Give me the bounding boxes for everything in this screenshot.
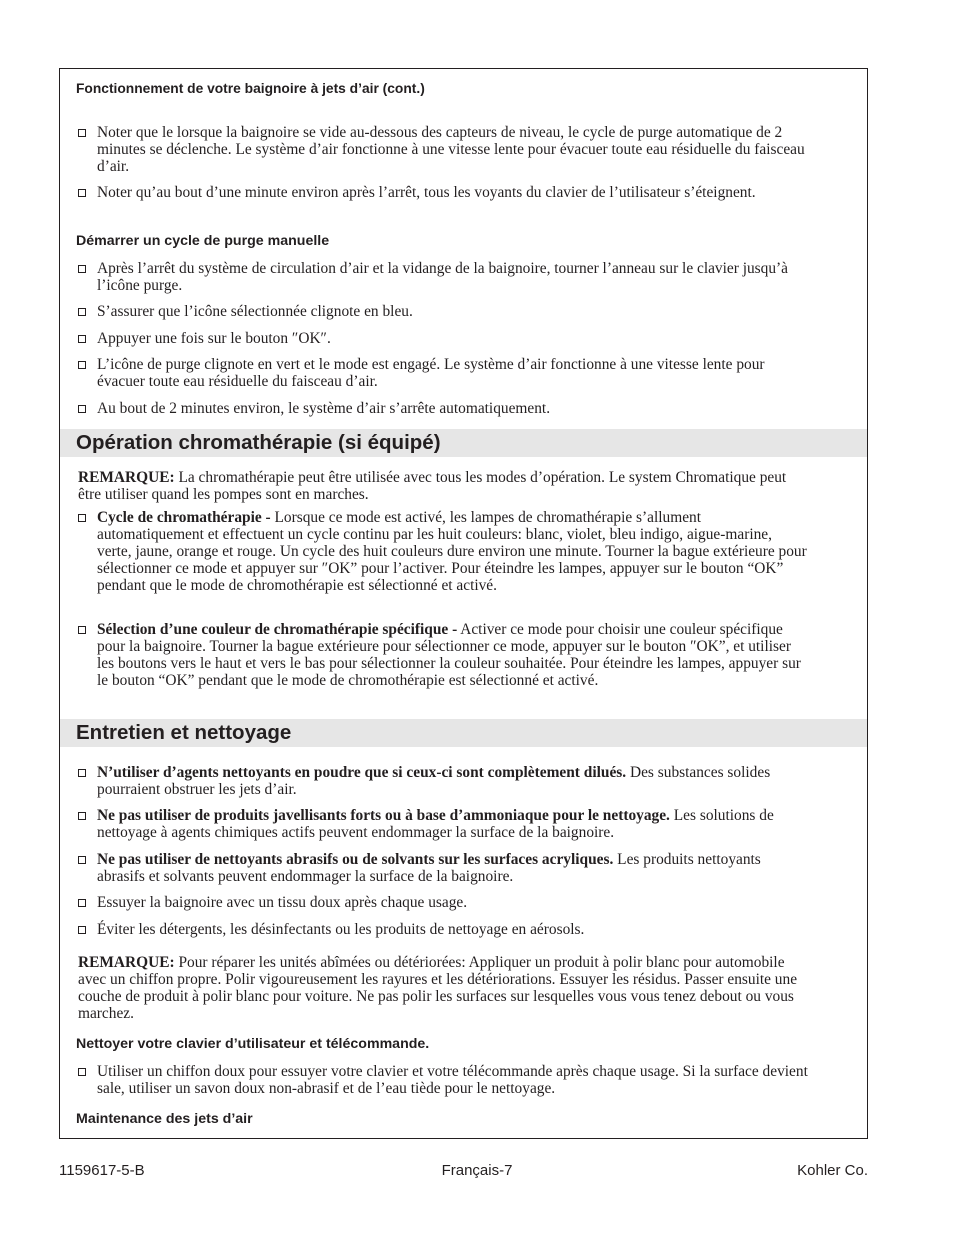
footer-company: Kohler Co. xyxy=(797,1162,868,1179)
square-bullet-icon xyxy=(78,1068,86,1076)
section-title: Entretien et nettoyage xyxy=(76,721,292,744)
list-item: Éviter les détergents, les désinfectants ou les produits de nettoyage en aérosols. xyxy=(78,921,808,938)
list-item: Appuyer une fois sur le bouton ″OK″. xyxy=(78,330,808,347)
list-item: Noter que le lorsque la baignoire se vide au-dessous des capteurs de niveau, le cycle de purge automatique de 2 minutes se déclenche. Le système d’air fonctionne à une vitesse lente pour évacuer toute eau résiduelle du faisceau d’air. xyxy=(78,124,808,175)
list-item: Sélection d’une couleur de chromathérapie spécifique - Activer ce mode pour choisir une couleur spécifique pour la baignoire. Tourner la bague extérieure pour sélectionner ce mode, appuyer sur le bouton ″OK”, et utiliser les boutons vers le haut et vers le bas pour sélectionner la couleur souhaitée. Pour éteindre les lampes, appuyer sur le bouton “OK” pendant que le mode de chromothérapie est sélectionné et activé. xyxy=(78,621,808,689)
list-item: Ne pas utiliser de nettoyants abrasifs ou de solvants sur les surfaces acryliques. Les produits nettoyants abrasifs et solvants peuvent endommager la surface de la baignoire. xyxy=(78,851,808,885)
list-item: Ne pas utiliser de produits javellisants forts ou à base d’ammoniaque pour le nettoyage. Les solutions de nettoyage à agents chimiques actifs peuvent endommager la surface de la baignoire. xyxy=(78,807,808,841)
section-title: Opération chromathérapie (si équipé) xyxy=(76,431,441,454)
list-item: Au bout de 2 minutes environ, le système d’air s’arrête automatiquement. xyxy=(78,400,808,417)
list-item: N’utiliser d’agents nettoyants en poudre que si ceux-ci sont complètement dilués. Des substances solides pourraient obstruer les jets d’air. xyxy=(78,764,808,798)
section-band-chromatherapy xyxy=(60,429,867,457)
list-item: L’icône de purge clignote en vert et le mode est engagé. Le système d’air fonctionne à une vitesse lente pour évacuer toute eau résiduelle du faisceau d’air. xyxy=(78,356,808,390)
section-heading-operation-cont: Fonctionnement de votre baignoire à jets d’air (cont.) xyxy=(76,81,425,96)
square-bullet-icon xyxy=(78,265,86,273)
note-label: REMARQUE: xyxy=(78,469,175,486)
content-frame xyxy=(59,68,868,1139)
footer-doc-number: 1159617-5-B xyxy=(59,1162,145,1179)
section-heading-jet-maintenance: Maintenance des jets d’air xyxy=(76,1111,253,1127)
square-bullet-icon xyxy=(78,769,86,777)
list-item: Après l’arrêt du système de circulation d’air et la vidange de la baignoire, tourner l’anneau sur le clavier jusqu’à l’icône purge. xyxy=(78,260,808,294)
section-heading-keypad-cleaning: Nettoyer votre clavier d’utilisateur et télécommande. xyxy=(76,1036,430,1052)
list-item: S’assurer que l’icône sélectionnée clignote en bleu. xyxy=(78,303,808,320)
section-band-maintenance xyxy=(60,719,867,747)
square-bullet-icon xyxy=(78,189,86,197)
list-item: Cycle de chromathérapie - Lorsque ce mode est activé, les lampes de chromathérapie s’allument automatiquement et effectuent un cycle continu par les huit couleurs: blanc, violet, bleu indigo, aigue-marine, verte, jaune, orange et rouge. Un cycle des huit couleurs dure environ une minute. Tourner la bague extérieure pour sélectionner ce mode et appuyer sur ″OK” pour l’activer. Pour éteindre les lampes, appuyer sur le bouton “OK” pendant que le mode de chromothérapie est sélectionné et activé. xyxy=(78,509,808,594)
square-bullet-icon xyxy=(78,361,86,369)
square-bullet-icon xyxy=(78,308,86,316)
square-bullet-icon xyxy=(78,405,86,413)
square-bullet-icon xyxy=(78,812,86,820)
list-item: Essuyer la baignoire avec un tissu doux après chaque usage. xyxy=(78,894,808,911)
square-bullet-icon xyxy=(78,926,86,934)
square-bullet-icon xyxy=(78,856,86,864)
square-bullet-icon xyxy=(78,335,86,343)
square-bullet-icon xyxy=(78,129,86,137)
note-label: REMARQUE: xyxy=(78,954,175,971)
square-bullet-icon xyxy=(78,514,86,522)
square-bullet-icon xyxy=(78,899,86,907)
list-item: Noter qu’au bout d’une minute environ après l’arrêt, tous les voyants du clavier de l’utilisateur s’éteignent. xyxy=(78,184,808,201)
note-paragraph: REMARQUE: Pour réparer les unités abîmées ou détériorées: Appliquer un produit à polir blanc pour automobile avec un chiffon propre. Polir vigoureusement les rayures et les détériorations. Essuyer les résidus. Passer ensuite une couche de produit à polir blanc pour voiture. Ne pas polir les surfaces sur lesquelles vous vous tenez debout ou vous marchez. xyxy=(78,954,798,1022)
section-heading-manual-purge: Démarrer un cycle de purge manuelle xyxy=(76,233,330,249)
square-bullet-icon xyxy=(78,626,86,634)
list-item: Utiliser un chiffon doux pour essuyer votre clavier et votre télécommande après chaque usage. Si la surface devient sale, utiliser un savon doux non-abrasif et de l’eau tiède pour le nettoyage. xyxy=(78,1063,808,1097)
note-paragraph: REMARQUE: La chromathérapie peut être utilisée avec tous les modes d’opération. Le system Chromatique peut être utiliser quand les pompes sont en marches. xyxy=(78,469,787,503)
footer-page-label: Français-7 xyxy=(441,1162,513,1179)
